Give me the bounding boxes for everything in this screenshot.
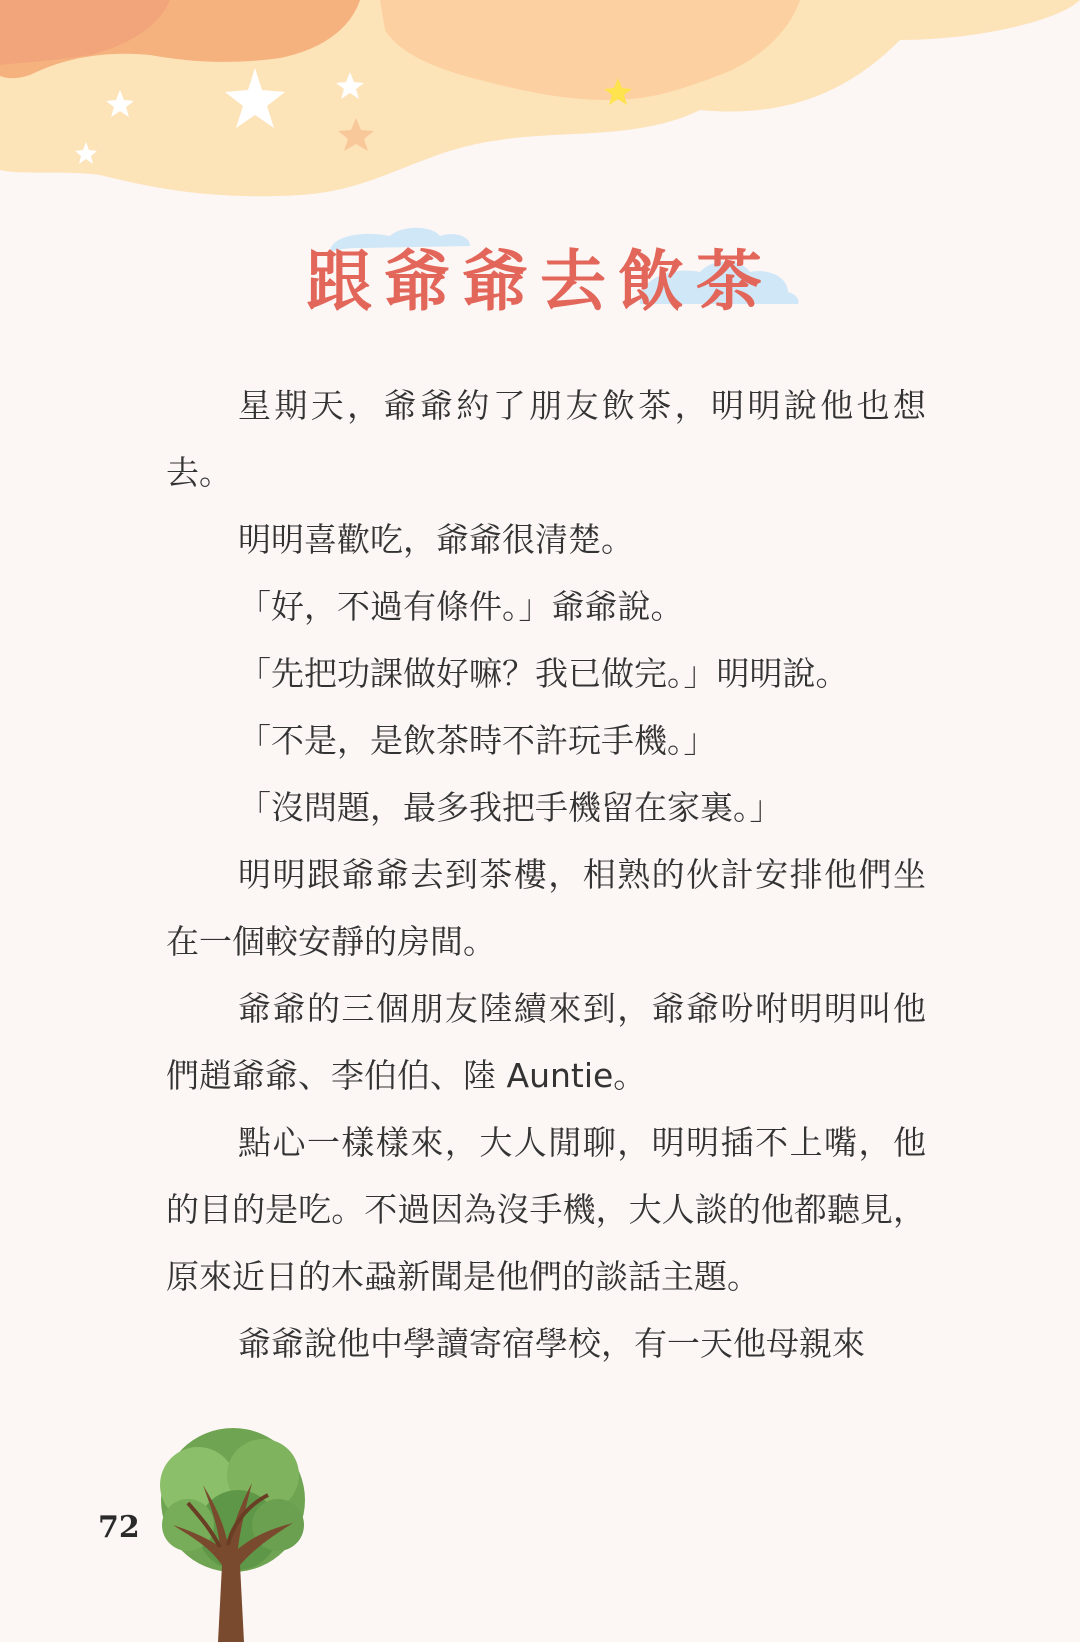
page-number: 72 (98, 1510, 140, 1545)
chapter-title: 跟爺爺去飲茶 (306, 242, 774, 320)
paragraph: 點心一樣樣來，大人閒聊，明明插不上嘴，他的目的是吃。不過因為沒手機，大人談的他都聽見，原來近日的木蝨新聞是他們的談話主題。 (166, 1123, 926, 1296)
tree-illustration (148, 1425, 318, 1642)
paragraph: 明明跟爺爺去到茶樓，相熟的伙計安排他們坐在一個較安靜的房間。 (166, 855, 926, 961)
sky-cloud-banner (0, 0, 1080, 210)
paragraph: 明明喜歡吃，爺爺很清楚。 (238, 520, 634, 559)
paragraph: 「好，不過有條件。」爺爺說。 (238, 587, 684, 626)
story-body (166, 372, 926, 1377)
paragraph: 星期天，爺爺約了朋友飲茶，明明說他也想去。 (166, 386, 926, 492)
paragraph: 爺爺的三個朋友陸續來到，爺爺吩咐明明叫他們趙爺爺、李伯伯、陸 Auntie。 (166, 989, 926, 1095)
paragraph: 「先把功課做好嘛？我已做完。」明明說。 (238, 654, 849, 693)
paragraph: 爺爺說他中學讀寄宿學校，有一天他母親來 (238, 1324, 865, 1363)
paragraph: 「沒問題，最多我把手機留在家裏。」 (238, 788, 783, 827)
paragraph: 「不是，是飲茶時不許玩手機。」 (238, 721, 717, 760)
